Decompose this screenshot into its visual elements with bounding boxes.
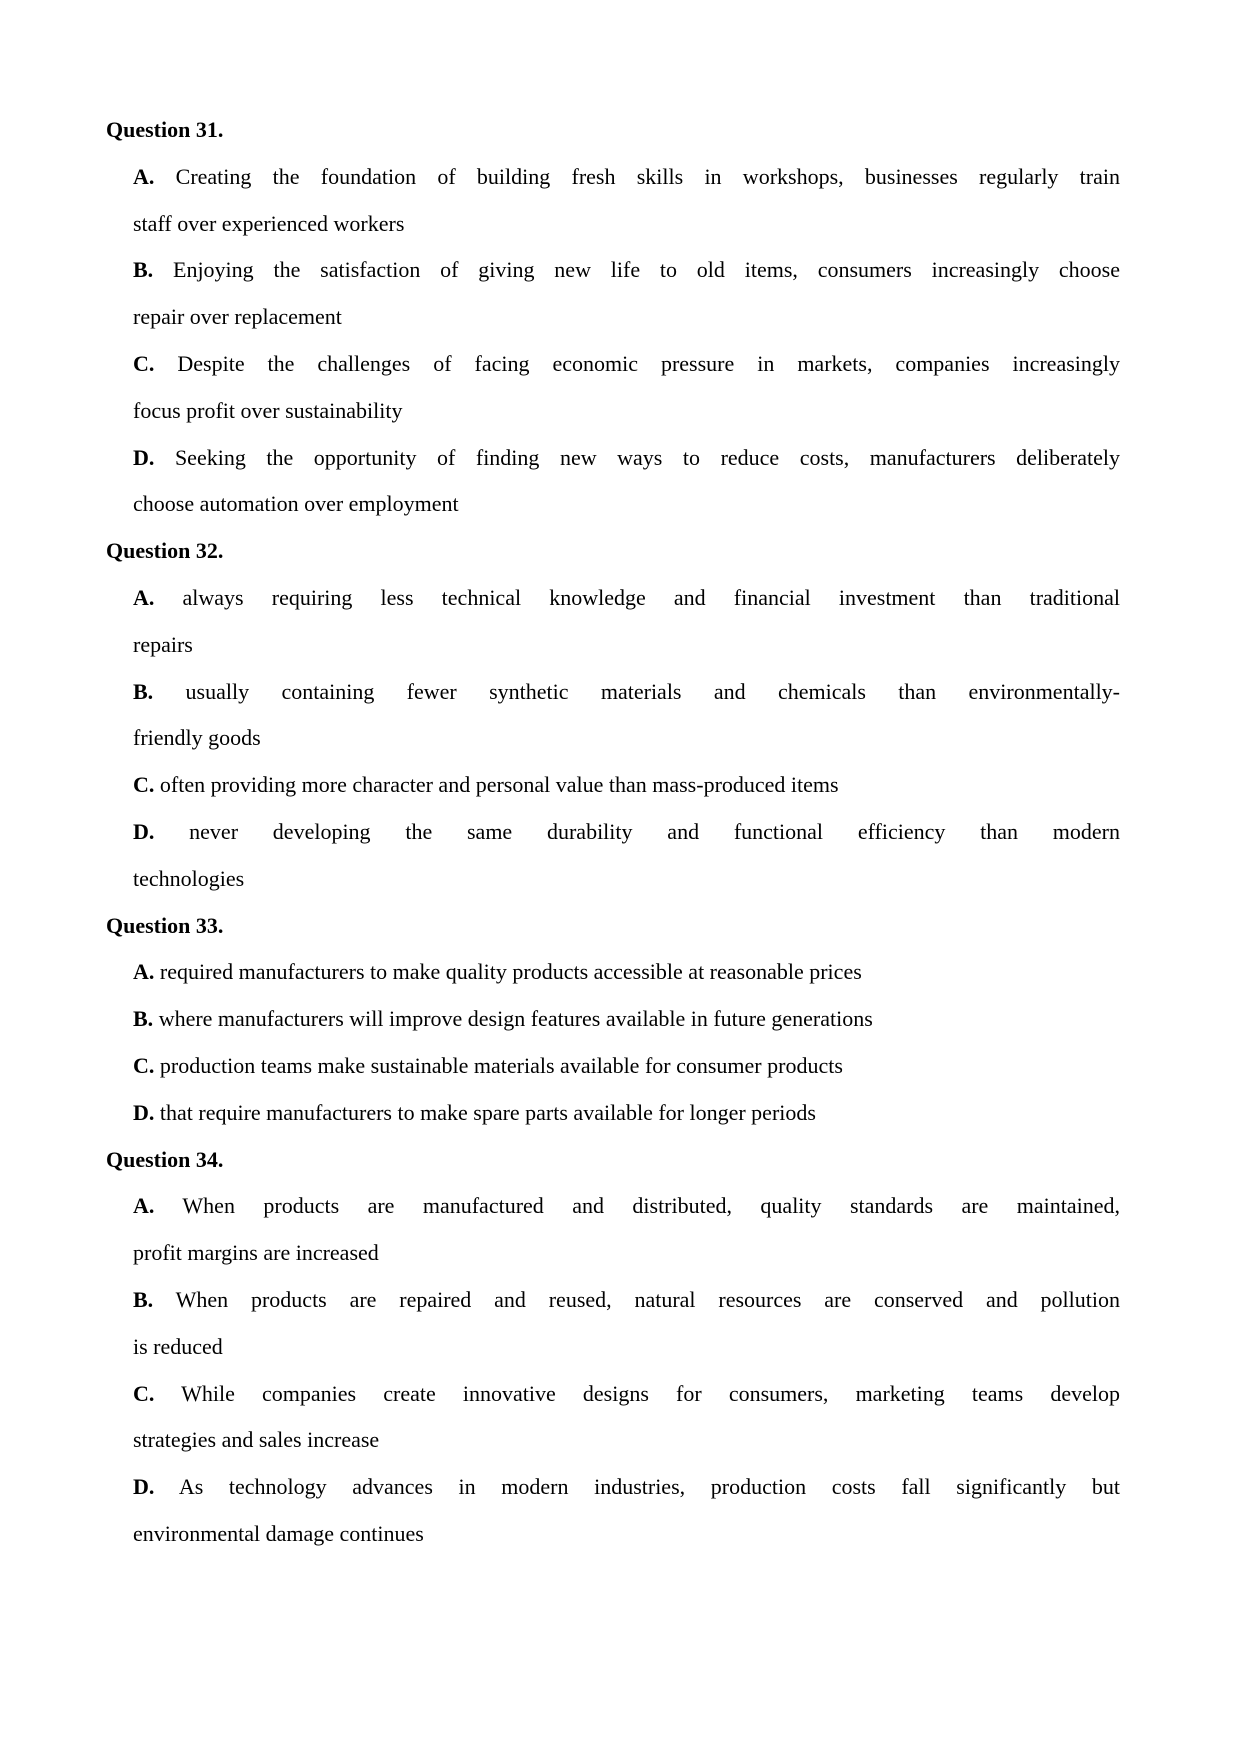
option-continuation-line: choose automation over employment: [133, 491, 459, 517]
option-letter: B.: [133, 678, 154, 704]
option-text: Enjoying the satisfaction of giving new life to old items, consumers increasingly choose: [173, 257, 1121, 283]
option-d: [133, 1090, 1120, 1137]
option-text: Seeking the opportunity of finding new ways to reduce costs, manufacturers deliberately: [174, 444, 1120, 470]
option-text: that require manufacturers to make spare parts available for longer periods: [159, 1099, 816, 1125]
question-heading: Question 34.: [106, 1146, 224, 1172]
option-text: Despite the challenges of facing economic pressure in markets, companies increasingly: [177, 350, 1120, 376]
option-continuation-line: focus profit over sustainability: [133, 397, 403, 423]
option-c: [133, 762, 1120, 809]
option-text: production teams make sustainable materials available for consumer products: [159, 1052, 843, 1078]
option-letter: B.: [133, 257, 154, 283]
option-b: [133, 1277, 1120, 1371]
option-line: [133, 575, 1120, 622]
option-line: [133, 1043, 1120, 1090]
option-a: [133, 1183, 1120, 1277]
option-line: [133, 996, 1120, 1043]
option-text: As technology advances in modern industries, production costs fall significantly but: [178, 1474, 1120, 1500]
option-text: Creating the foundation of building fresh skills in workshops, businesses regularly train: [175, 163, 1120, 189]
option-line: [133, 1183, 1120, 1230]
option-letter: C.: [133, 1052, 155, 1078]
option-line: [133, 1090, 1120, 1137]
option-line: [133, 949, 1120, 996]
option-text: When products are manufactured and distributed, quality standards are maintained,: [182, 1193, 1120, 1219]
option-continuation-line: repairs: [133, 631, 193, 657]
option-a: [133, 575, 1120, 669]
question-heading: Question 33.: [106, 912, 224, 938]
option-text: never developing the same durability and functional efficiency than modern: [189, 818, 1120, 844]
option-d: [133, 1464, 1120, 1558]
option-letter: B.: [133, 1006, 154, 1032]
option-line: [133, 1464, 1120, 1511]
option-b: [133, 247, 1120, 341]
option-d: [133, 435, 1120, 529]
option-line: [133, 435, 1120, 482]
option-letter: D.: [133, 818, 155, 844]
question-block-31: [106, 107, 1120, 528]
option-letter: A.: [133, 1193, 155, 1219]
option-continuation-line: environmental damage continues: [133, 1520, 424, 1546]
option-a: [133, 154, 1120, 248]
option-line: [133, 669, 1120, 716]
option-text: where manufacturers will improve design features available in future generations: [158, 1006, 873, 1032]
option-text: usually containing fewer synthetic materials and chemicals than environmentally-: [185, 678, 1121, 704]
option-continuation-line: technologies: [133, 865, 245, 891]
option-continuation-line: repair over replacement: [133, 304, 342, 330]
option-letter: A.: [133, 959, 155, 985]
option-letter: D.: [133, 1099, 155, 1125]
question-heading: Question 32.: [106, 538, 224, 564]
option-continuation-line: profit margins are increased: [133, 1240, 379, 1266]
option-text: While companies create innovative designs for consumers, marketing teams develop: [181, 1380, 1120, 1406]
option-letter: A.: [133, 163, 155, 189]
option-text: often providing more character and personal value than mass-produced items: [159, 772, 839, 798]
question-block-33: [106, 903, 1120, 1137]
option-d: [133, 809, 1120, 903]
question-heading: Question 31.: [106, 117, 224, 142]
option-a: [133, 949, 1120, 996]
option-line: [133, 762, 1120, 809]
option-continuation-line: staff over experienced workers: [133, 210, 405, 236]
option-c: [133, 1043, 1120, 1090]
option-continuation-line: is reduced: [133, 1333, 223, 1359]
option-b: [133, 669, 1120, 763]
option-line: [133, 247, 1120, 294]
option-letter: A.: [133, 584, 155, 610]
option-line: [133, 809, 1120, 856]
option-letter: C.: [133, 772, 155, 798]
option-b: [133, 996, 1120, 1043]
option-line: [133, 1277, 1120, 1324]
option-line: [133, 341, 1120, 388]
option-letter: D.: [133, 444, 155, 470]
option-letter: D.: [133, 1474, 155, 1500]
option-text: When products are repaired and reused, natural resources are conserved and pollution: [175, 1286, 1120, 1312]
option-letter: C.: [133, 350, 155, 376]
question-block-34: [106, 1137, 1120, 1558]
option-letter: C.: [133, 1380, 155, 1406]
option-text: always requiring less technical knowledge and financial investment than traditional: [182, 584, 1120, 610]
option-line: [133, 154, 1120, 201]
question-block-32: [106, 528, 1120, 902]
option-c: [133, 1371, 1120, 1465]
option-letter: B.: [133, 1286, 154, 1312]
option-c: [133, 341, 1120, 435]
option-text: required manufacturers to make quality products accessible at reasonable prices: [159, 959, 862, 985]
option-line: [133, 1371, 1120, 1418]
option-continuation-line: friendly goods: [133, 725, 261, 751]
option-continuation-line: strategies and sales increase: [133, 1427, 380, 1453]
